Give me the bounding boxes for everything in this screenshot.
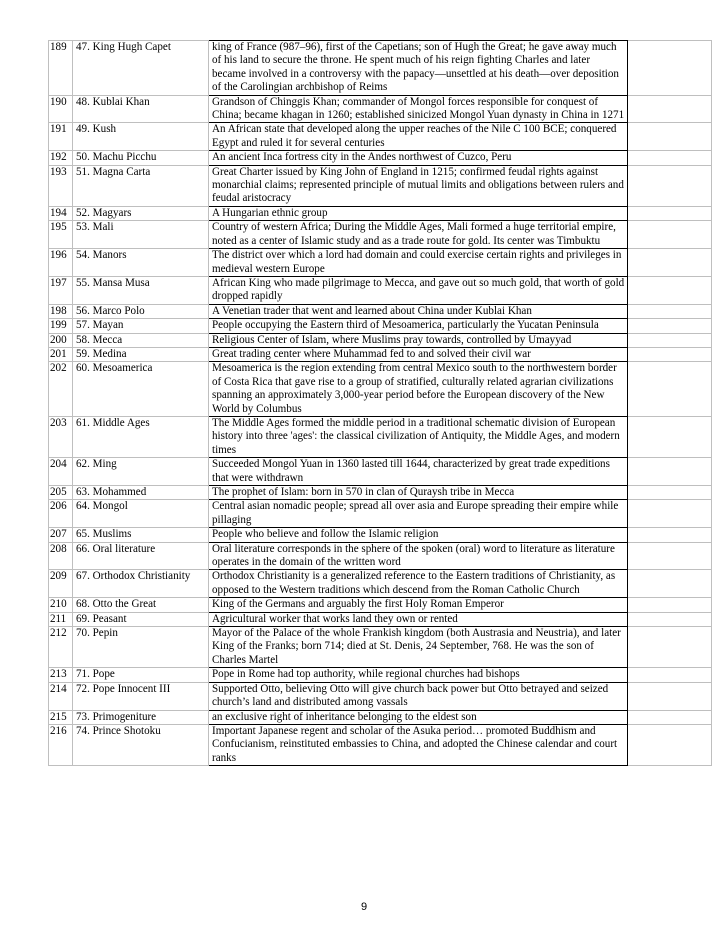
empty-cell [628, 95, 712, 123]
term-cell: 53. Mali [73, 221, 209, 249]
definition-cell: Important Japanese regent and scholar of the Asuka period… promoted Buddhism and Confucianism, reinstituted embassies to China, and adopted the Chinese calendar and court ranks [209, 724, 628, 765]
empty-cell [628, 710, 712, 724]
empty-cell [628, 724, 712, 765]
row-number: 196 [49, 249, 73, 277]
table-row [49, 542, 712, 570]
empty-cell [628, 319, 712, 333]
definition-cell: People who believe and follow the Islamic religion [209, 528, 628, 542]
glossary-table [48, 40, 712, 766]
empty-cell [628, 627, 712, 668]
definition-cell: An African state that developed along the upper reaches of the Nile C 100 BCE; conquered Egypt and ruled it for several centuries [209, 123, 628, 151]
row-number: 202 [49, 362, 73, 417]
empty-cell [628, 41, 712, 96]
row-number: 191 [49, 123, 73, 151]
row-number: 206 [49, 500, 73, 528]
row-number: 203 [49, 416, 73, 457]
row-number: 215 [49, 710, 73, 724]
term-cell: 56. Marco Polo [73, 304, 209, 318]
table-row [49, 570, 712, 598]
row-number: 198 [49, 304, 73, 318]
definition-cell: Pope in Rome had top authority, while regional churches had bishops [209, 668, 628, 682]
definition-cell: Great trading center where Muhammad fed to and solved their civil war [209, 347, 628, 361]
row-number: 205 [49, 486, 73, 500]
empty-cell [628, 528, 712, 542]
definition-cell: A Hungarian ethnic group [209, 206, 628, 220]
term-cell: 66. Oral literature [73, 542, 209, 570]
empty-cell [628, 570, 712, 598]
table-row [49, 500, 712, 528]
empty-cell [628, 249, 712, 277]
term-cell: 67. Orthodox Christianity [73, 570, 209, 598]
row-number: 197 [49, 276, 73, 304]
term-cell: 63. Mohammed [73, 486, 209, 500]
definition-cell: Mayor of the Palace of the whole Frankish kingdom (both Austrasia and Neustria), and later King of the Franks; born 714; died at St. Denis, 24 September, 768. He was the son of Charles Martel [209, 627, 628, 668]
definition-cell: an exclusive right of inheritance belonging to the eldest son [209, 710, 628, 724]
definition-cell: An ancient Inca fortress city in the Andes northwest of Cuzco, Peru [209, 151, 628, 165]
definition-cell: Country of western Africa; During the Middle Ages, Mali formed a huge territorial empire, noted as a center of Islamic study and as a trade route for gold. Its center was Timbuktu [209, 221, 628, 249]
definition-cell: The prophet of Islam: born in 570 in clan of Quraysh tribe in Mecca [209, 486, 628, 500]
row-number: 199 [49, 319, 73, 333]
table-row [49, 627, 712, 668]
table-row [49, 416, 712, 457]
empty-cell [628, 682, 712, 710]
table-row [49, 123, 712, 151]
definition-cell: The Middle Ages formed the middle period in a traditional schematic division of European history into three 'ages': the classical civilization of Antiquity, the Middle Ages, and modern times [209, 416, 628, 457]
row-number: 195 [49, 221, 73, 249]
row-number: 190 [49, 95, 73, 123]
table-row [49, 41, 712, 96]
definition-cell: African King who made pilgrimage to Mecca, and gave out so much gold, that worth of gold dropped rapidly [209, 276, 628, 304]
row-number: 208 [49, 542, 73, 570]
table-row [49, 319, 712, 333]
term-cell: 48. Kublai Khan [73, 95, 209, 123]
row-number: 211 [49, 612, 73, 626]
term-cell: 72. Pope Innocent III [73, 682, 209, 710]
definition-cell: Mesoamerica is the region extending from central Mexico south to the northwestern border of Costa Rica that gave rise to a group of stratified, culturally related agrarian civilizations spanning an approximately 3,000-year period before the European discovery of the New World by Columbus [209, 362, 628, 417]
definition-cell: Orthodox Christianity is a generalized reference to the Eastern traditions of Christianity, as opposed to the Western traditions which descend from the Roman Catholic Church [209, 570, 628, 598]
empty-cell [628, 458, 712, 486]
row-number: 209 [49, 570, 73, 598]
row-number: 204 [49, 458, 73, 486]
empty-cell [628, 333, 712, 347]
table-row [49, 221, 712, 249]
definition-cell: People occupying the Eastern third of Mesoamerica, particularly the Yucatan Peninsula [209, 319, 628, 333]
term-cell: 62. Ming [73, 458, 209, 486]
definition-cell: Agricultural worker that works land they own or rented [209, 612, 628, 626]
definition-cell: Succeeded Mongol Yuan in 1360 lasted till 1644, characterized by great trade expeditions that were withdrawn [209, 458, 628, 486]
term-cell: 50. Machu Picchu [73, 151, 209, 165]
term-cell: 49. Kush [73, 123, 209, 151]
term-cell: 71. Pope [73, 668, 209, 682]
table-row [49, 151, 712, 165]
empty-cell [628, 416, 712, 457]
row-number: 200 [49, 333, 73, 347]
empty-cell [628, 206, 712, 220]
row-number: 192 [49, 151, 73, 165]
definition-cell: Religious Center of Islam, where Muslims pray towards, controlled by Umayyad [209, 333, 628, 347]
term-cell: 54. Manors [73, 249, 209, 277]
term-cell: 61. Middle Ages [73, 416, 209, 457]
empty-cell [628, 304, 712, 318]
definition-cell: A Venetian trader that went and learned about China under Kublai Khan [209, 304, 628, 318]
empty-cell [628, 123, 712, 151]
table-row [49, 598, 712, 612]
row-number: 214 [49, 682, 73, 710]
definition-cell: King of the Germans and arguably the first Holy Roman Emperor [209, 598, 628, 612]
table-row [49, 458, 712, 486]
table-row [49, 710, 712, 724]
term-cell: 57. Mayan [73, 319, 209, 333]
page-number: 9 [360, 901, 368, 913]
empty-cell [628, 362, 712, 417]
table-row [49, 249, 712, 277]
table-row [49, 528, 712, 542]
term-cell: 60. Mesoamerica [73, 362, 209, 417]
row-number: 216 [49, 724, 73, 765]
row-number: 213 [49, 668, 73, 682]
empty-cell [628, 500, 712, 528]
empty-cell [628, 486, 712, 500]
term-cell: 52. Magyars [73, 206, 209, 220]
row-number: 189 [49, 41, 73, 96]
table-row [49, 682, 712, 710]
empty-cell [628, 612, 712, 626]
table-row [49, 668, 712, 682]
empty-cell [628, 347, 712, 361]
table-row [49, 612, 712, 626]
empty-cell [628, 276, 712, 304]
table-row [49, 95, 712, 123]
term-cell: 51. Magna Carta [73, 165, 209, 206]
term-cell: 58. Mecca [73, 333, 209, 347]
term-cell: 69. Peasant [73, 612, 209, 626]
row-number: 194 [49, 206, 73, 220]
term-cell: 47. King Hugh Capet [73, 41, 209, 96]
empty-cell [628, 165, 712, 206]
empty-cell [628, 542, 712, 570]
empty-cell [628, 668, 712, 682]
definition-cell: Grandson of Chinggis Khan; commander of Mongol forces responsible for conquest of China; became khagan in 1260; established sinicized Mongol Yuan dynasty in China in 1271 [209, 95, 628, 123]
definition-cell: Central asian nomadic people; spread all over asia and Europe spreading their empire while pillaging [209, 500, 628, 528]
table-row [49, 724, 712, 765]
term-cell: 70. Pepin [73, 627, 209, 668]
term-cell: 55. Mansa Musa [73, 276, 209, 304]
definition-cell: king of France (987–96), first of the Capetians; son of Hugh the Great; he gave away much of his land to secure the throne. He spent much of his reign fighting Charles and later became involved in a controversy with the papacy—unsettled at his death—over deposition of the Carolingian archbishop of Reims [209, 41, 628, 96]
empty-cell [628, 151, 712, 165]
table-row [49, 304, 712, 318]
term-cell: 65. Muslims [73, 528, 209, 542]
term-cell: 68. Otto the Great [73, 598, 209, 612]
table-row [49, 347, 712, 361]
row-number: 207 [49, 528, 73, 542]
definition-cell: The district over which a lord had domain and could exercise certain rights and privileges in medieval western Europe [209, 249, 628, 277]
table-row [49, 362, 712, 417]
table-row [49, 333, 712, 347]
term-cell: 59. Medina [73, 347, 209, 361]
row-number: 210 [49, 598, 73, 612]
definition-cell: Great Charter issued by King John of England in 1215; confirmed feudal rights against monarchial claims; represented principle of mutual limits and obligations between rulers and feudal aristocracy [209, 165, 628, 206]
empty-cell [628, 598, 712, 612]
term-cell: 64. Mongol [73, 500, 209, 528]
table-row [49, 165, 712, 206]
row-number: 201 [49, 347, 73, 361]
term-cell: 73. Primogeniture [73, 710, 209, 724]
term-cell: 74. Prince Shotoku [73, 724, 209, 765]
glossary-sheet [48, 40, 711, 766]
table-row [49, 486, 712, 500]
definition-cell: Supported Otto, believing Otto will give church back power but Otto betrayed and seized church’s land and distributed among vassals [209, 682, 628, 710]
table-row [49, 206, 712, 220]
glossary-rows [49, 41, 712, 766]
table-row [49, 276, 712, 304]
row-number: 212 [49, 627, 73, 668]
empty-cell [628, 221, 712, 249]
definition-cell: Oral literature corresponds in the sphere of the spoken (oral) word to literature as literature operates in the domain of the written word [209, 542, 628, 570]
row-number: 193 [49, 165, 73, 206]
